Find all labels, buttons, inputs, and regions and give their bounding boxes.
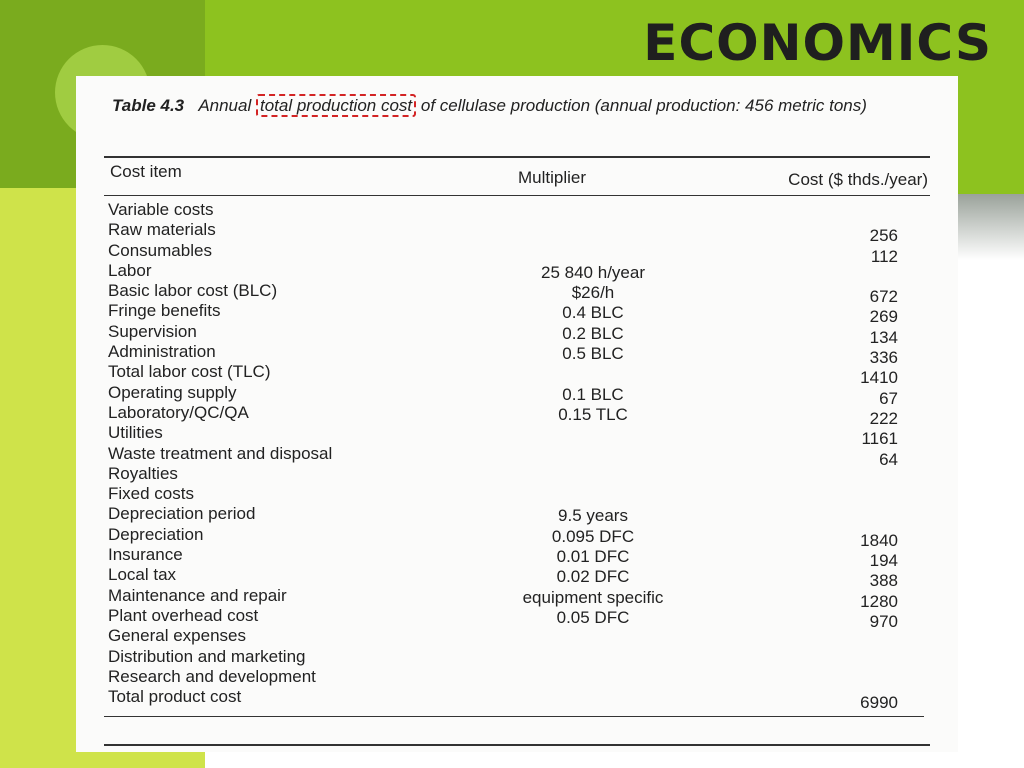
table-row: [108, 626, 938, 646]
cost-item-cell: Royalties: [108, 463, 178, 483]
cost-item-cell: General expenses: [108, 626, 246, 646]
multiplier-cell: 0.2 BLC: [562, 323, 624, 343]
cost-cell: 1280: [860, 591, 898, 611]
cost-item-cell: Consumables: [108, 240, 212, 260]
cost-item-cell: Total labor cost (TLC): [108, 362, 271, 382]
caption-highlight: total production cost: [256, 94, 416, 117]
multiplier-cell: 0.15 TLC: [558, 404, 628, 424]
table-row: [108, 402, 938, 428]
header-cost-item: Cost item: [110, 162, 182, 181]
multiplier-cell: 0.4 BLC: [562, 303, 624, 323]
header-bottom-rule: [104, 195, 930, 196]
cost-item-cell: Local tax: [108, 565, 177, 585]
cost-cell: 1161: [861, 429, 898, 449]
header-multiplier: Multiplier: [518, 168, 587, 187]
cost-item-cell: Laboratory/QC/QA: [108, 402, 249, 422]
cost-cell: 134: [869, 327, 898, 347]
table-row: [108, 687, 938, 713]
cost-item-cell: Total product cost: [108, 687, 242, 707]
table-row: [108, 220, 938, 246]
cost-cell: 672: [869, 287, 898, 307]
cost-cell: 67: [879, 388, 898, 408]
multiplier-cell: equipment specific: [522, 587, 664, 607]
background-gray-block: [958, 194, 1024, 260]
multiplier-cell: 9.5 years: [558, 506, 628, 526]
slide-title: ECONOMICS: [643, 14, 992, 72]
table-row: [108, 301, 938, 327]
cost-cell: 336: [869, 348, 898, 368]
cost-item-cell: Distribution and marketing: [108, 646, 306, 666]
caption-before: Annual: [198, 96, 252, 115]
table-row: [108, 565, 938, 591]
table-row: [108, 382, 938, 408]
cost-cell: 970: [869, 611, 898, 631]
footer-rule-2: [104, 744, 930, 746]
cost-item-cell: Administration: [108, 342, 216, 362]
multiplier-cell: 0.5 BLC: [562, 344, 624, 364]
caption-after: of cellulase production (annual production: 456 metric tons): [420, 96, 867, 115]
multiplier-cell: 0.1 BLC: [562, 384, 624, 404]
cost-item-cell: Supervision: [108, 321, 197, 341]
cost-item-cell: Insurance: [108, 545, 183, 565]
cost-item-cell: Plant overhead cost: [108, 605, 259, 625]
table-row: [108, 200, 938, 220]
cost-cell: 1840: [860, 530, 898, 550]
cost-item-cell: Basic labor cost (BLC): [108, 281, 278, 301]
multiplier-cell: 0.05 DFC: [556, 607, 630, 627]
multiplier-cell: $26/h: [571, 283, 615, 303]
multiplier-cell: 0.01 DFC: [556, 547, 630, 567]
scanned-table-image: [76, 76, 958, 752]
table-row: [108, 240, 938, 266]
table-row: [108, 423, 938, 449]
cost-cell: 269: [869, 307, 898, 327]
footer-rule-1: [104, 716, 924, 717]
multiplier-cell: 0.02 DFC: [556, 567, 630, 587]
table-body: [108, 200, 938, 713]
cost-item-cell: Fixed costs: [108, 484, 194, 504]
cost-cell: 256: [869, 226, 898, 246]
table-row: [108, 585, 938, 611]
cost-item-cell: Operating supply: [108, 382, 237, 402]
table-row: [108, 464, 938, 484]
table-row: [108, 605, 938, 631]
multiplier-cell: 25 840 h/year: [541, 262, 645, 282]
cost-item-cell: Variable costs: [108, 200, 214, 219]
cost-cell: 1410: [860, 368, 898, 388]
cost-item-cell: Research and development: [108, 666, 316, 686]
table-number: Table 4.3: [112, 96, 185, 115]
cost-cell: 222: [869, 408, 898, 428]
cost-item-cell: Maintenance and repair: [108, 585, 287, 605]
table-row: [108, 647, 938, 667]
table-row: [108, 504, 938, 524]
cost-item-cell: Depreciation period: [108, 504, 256, 524]
cost-cell: 112: [870, 246, 898, 266]
cost-item-cell: Labor: [108, 260, 152, 280]
table-row: [108, 484, 938, 504]
table-row: [108, 443, 938, 469]
cost-item-cell: Raw materials: [108, 220, 216, 240]
cost-item-cell: Depreciation: [108, 524, 204, 544]
cost-item-cell: Waste treatment and disposal: [108, 443, 333, 463]
cost-cell: 64: [879, 449, 898, 469]
header-cost: Cost ($ thds./year): [788, 170, 928, 189]
cost-cell: 194: [869, 551, 898, 571]
table-row: [108, 524, 938, 550]
cost-cell: 6990: [860, 693, 898, 713]
table-row: [108, 261, 938, 281]
cost-item-cell: Utilities: [108, 423, 163, 443]
table-caption: [112, 94, 932, 117]
cost-item-cell: Fringe benefits: [108, 301, 221, 321]
table-row: [108, 545, 938, 571]
header-top-rule: [104, 156, 930, 158]
table-row: [108, 667, 938, 687]
table-row: [108, 321, 938, 347]
table-row: [108, 342, 938, 368]
table-row: [108, 362, 938, 388]
table-row: [108, 281, 938, 307]
cost-cell: 388: [869, 571, 898, 591]
multiplier-cell: 0.095 DFC: [551, 526, 635, 546]
